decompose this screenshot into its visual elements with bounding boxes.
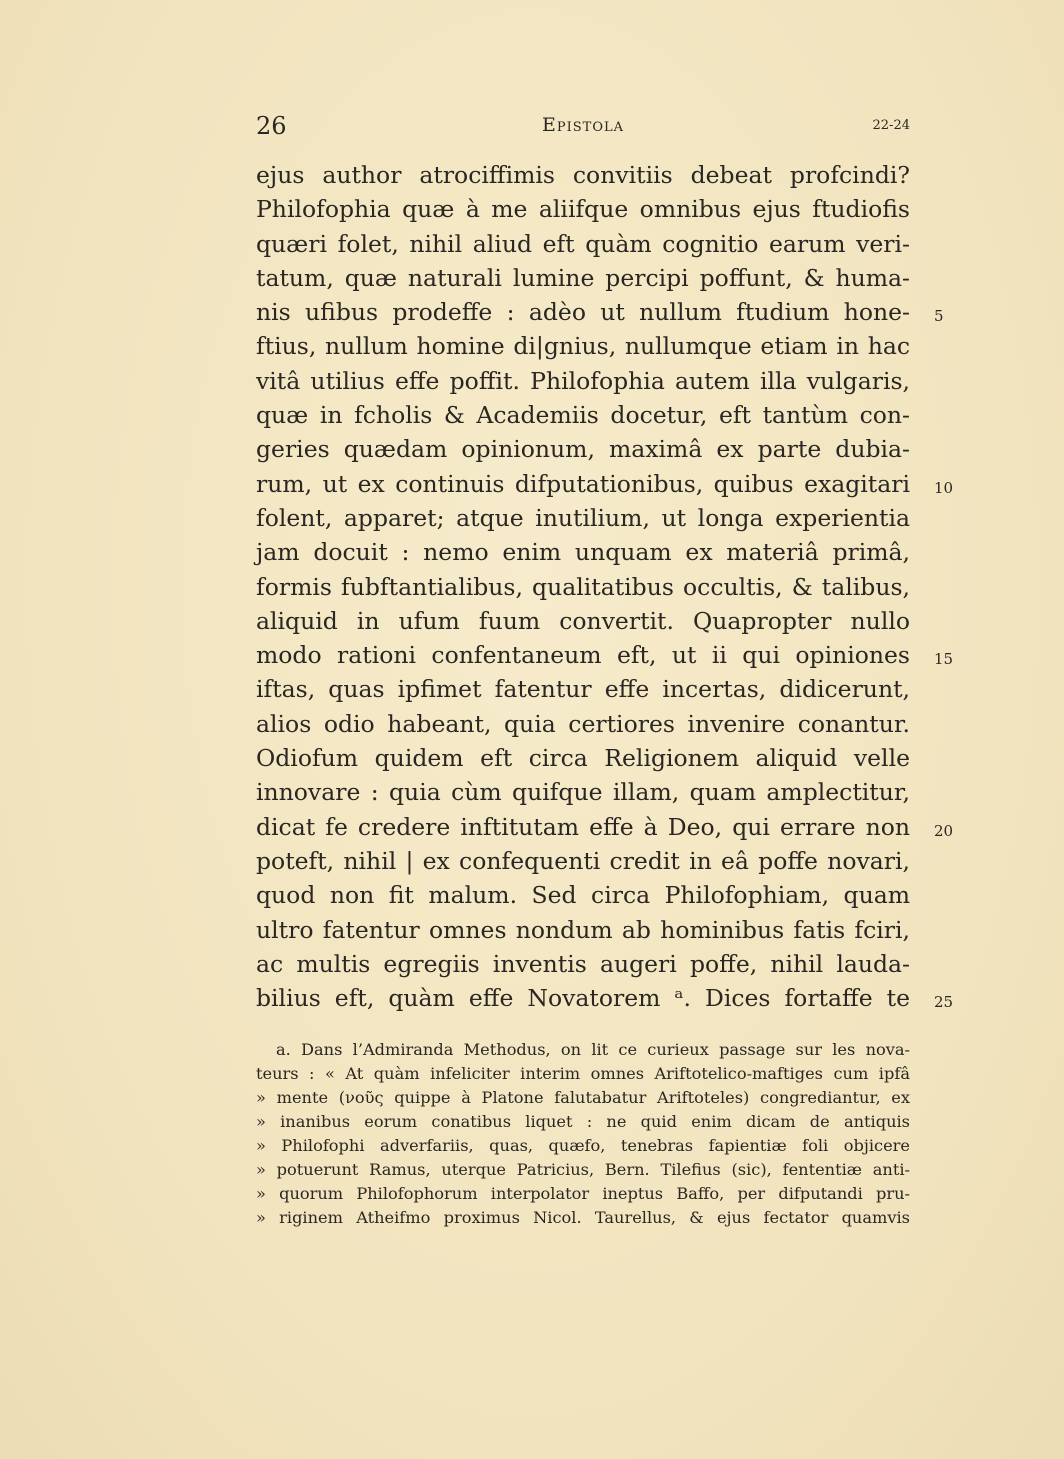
text-line: formis fubftantialibus, qualitatibus occultis, & talibus, [256,572,910,601]
page-header [256,112,910,142]
text-line: dicat fe credere inftitutam effe à Deo, qui errare non 20 [256,810,910,844]
text-line: Philofophia quæ à me aliifque omnibus ejus ftudiofis [256,195,910,224]
footnote-line: » potuerunt Ramus, uterque Patricius, Bern. Tilefius (sic), fententiæ anti- [256,1160,910,1179]
text-line: quæri folet, nihil aliud eft quàm cognitio earum veri- [256,229,910,258]
text-line: modo rationi confentaneum eft, ut ii qui opiniones 15 [256,638,910,672]
text-line: tatum, quæ naturali lumine percipi poffunt, & huma- [256,263,910,292]
text-line: poteft, nihil | ex confequenti credit in eâ poffe novari, [256,846,910,875]
text-line: folent, apparet; atque inutilium, ut longa experientia [256,503,910,532]
line-number: 15 [934,650,954,669]
text-line: ultro fatentur omnes nondum ab hominibus fatis fciri, [256,915,910,944]
text-line: quod non fit malum. Sed circa Philofophiam, quam [256,881,910,910]
text-line: jam docuit : nemo enim unquam ex materiâ primâ, [256,538,910,567]
line-number: 10 [934,478,954,497]
text-line: rum, ut ex continuis difputationibus, quibus exagitari 10 [256,467,910,501]
footnote-line: » Philofophi adverfariis, quas, quæfo, tenebras fapientiæ foli objicere [256,1136,910,1155]
footnote-line: » quorum Philofophorum interpolator ineptus Baffo, per difputandi pru- [256,1184,910,1203]
text-line: Odiofum quidem eft circa Religionem aliquid velle [256,744,910,773]
footnote-line: » inanibus eorum conatibus liquet : ne quid enim dicam de antiquis [256,1112,910,1131]
line-number: 20 [934,821,954,840]
footnote-line: » riginem Atheifmo proximus Nicol. Taurellus, & ejus fectator quamvis [256,1208,910,1227]
footnote-block [256,1038,910,1230]
body-text [256,158,954,1015]
text-line: ftius, nullum homine di|gnius, nullumque etiam in hac [256,332,910,361]
text-line: ejus author atrociffimis convitiis debeat profcindi? [256,161,910,189]
text-line: iftas, quas ipfimet fatentur effe incertas, didicerunt, [256,675,910,704]
text-line: ac multis egregiis inventis augeri poffe, nihil lauda- [256,949,910,978]
footnote-line: » mente (νοῦς quippe à Platone falutabatur Ariftoteles) congrediantur, ex [256,1088,910,1107]
text-line: bilius eft, quàm effe Novatorem ᵃ. Dices fortaffe te 25 [256,981,910,1015]
text-line: nis ufibus prodeffe : adèo ut nullum ftudium hone- 5 [256,295,910,329]
text-line: vitâ utilius effe poffit. Philofophia autem illa vulgaris, [256,366,910,395]
text-line: geries quædam opinionum, maximâ ex parte dubia- [256,435,910,464]
page-number: 26 [256,112,287,140]
line-number: 5 [934,307,944,326]
running-title: Epistola [541,114,624,136]
text-line: alios odio habeant, quia certiores invenire conantur. [256,709,910,738]
text-line: quæ in fcholis & Academiis docetur, eft tantùm con- [256,401,910,430]
footnote-line: a. Dans l’Admiranda Methodus, on lit ce curieux passage sur les nova- [276,1040,910,1059]
text-line: innovare : quia cùm quifque illam, quam amplectitur, [256,778,910,807]
footnote-line: teurs : « At quàm infeliciter interim omnes Ariftotelico-maftiges cum ipfâ [256,1064,910,1083]
text-line: aliquid in ufum fuum convertit. Quapropter nullo [256,606,910,635]
running-range: 22-24 [872,118,910,133]
line-number: 25 [934,993,954,1012]
